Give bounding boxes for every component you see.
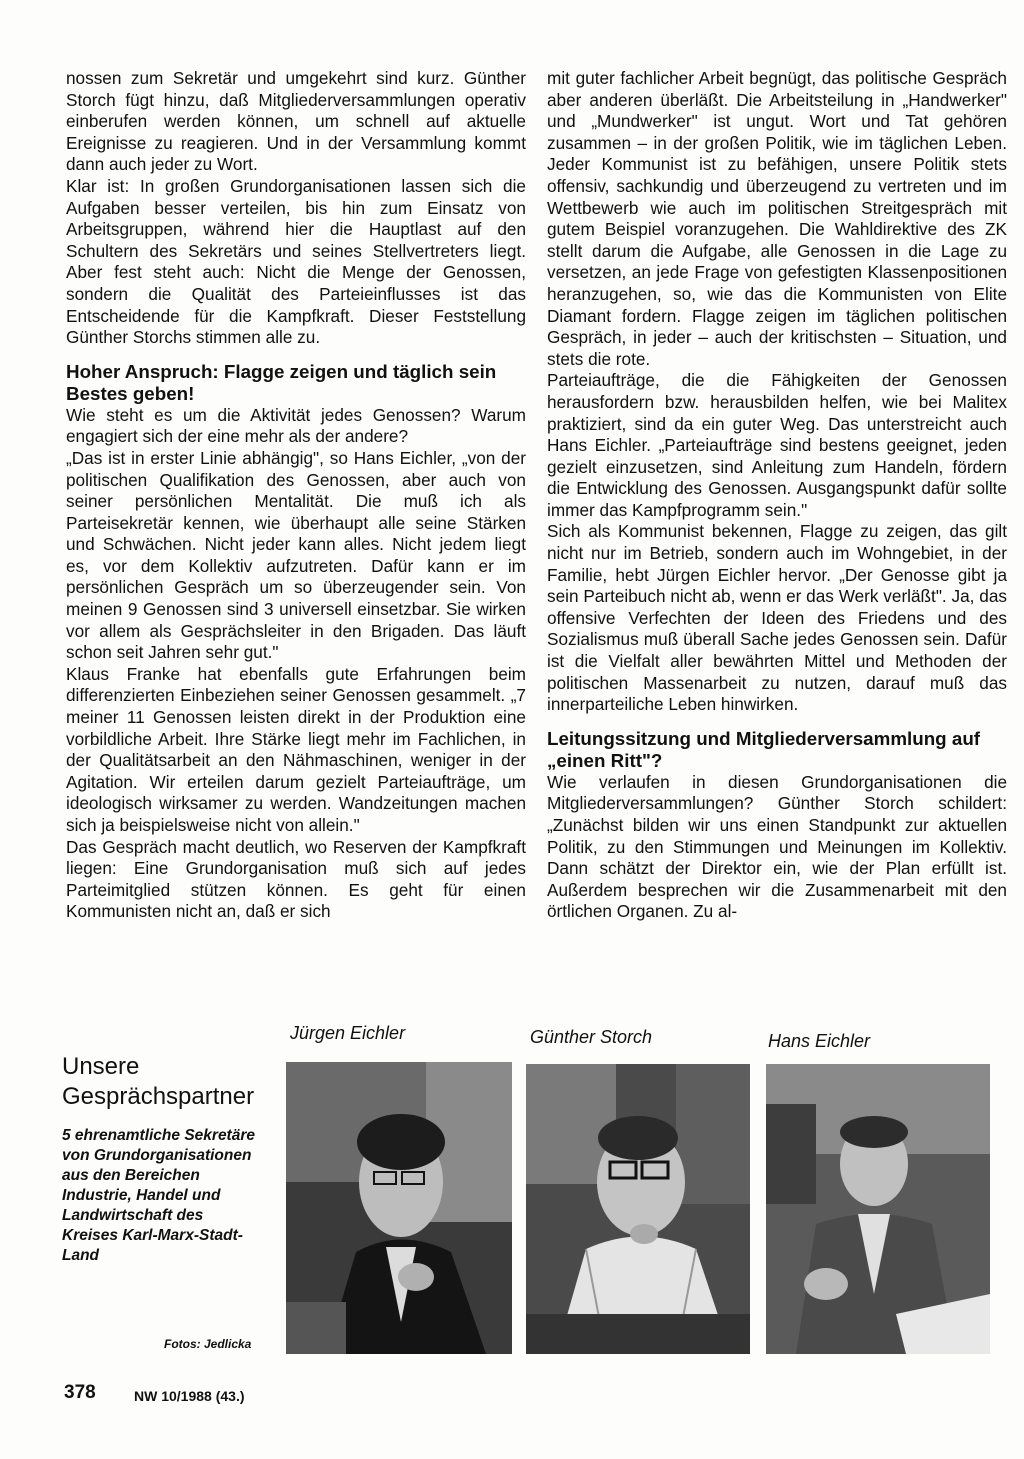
photo-caption-juergen-eichler: Jürgen Eichler [290, 1023, 406, 1043]
paragraph: nossen zum Sekretär und umgekehrt sind kurz. Günther Storch fügt hinzu, daß Mitgliederversammlungen operativ einberufen werden können, um schnell auf aktuelle Ereignisse zu reagieren. Und in der Versammlung kommt dann auch jeder zu Wort. [66, 68, 526, 175]
left-column [66, 68, 526, 923]
photo-caption-hans-eichler: Hans Eichler [768, 1031, 871, 1051]
paragraph: Klaus Franke hat ebenfalls gute Erfahrungen beim differenzierten Einbeziehen seiner Genossen gesammelt. „7 meiner 11 Genossen leisten direkt in der Produktion eine vorbildliche Arbeit. Ihre Stärke liegt mehr im Fachlichen, in der Qualitätsarbeit an den Nähmaschinen, weniger in der Agitation. Wir erteilen darum gezielt Parteiaufträge, um ideologisch wirksamer zu werden. Wandzeitungen machen sich ja beispielsweise nicht von allein." [66, 663, 526, 835]
paragraph: „Das ist in erster Linie abhängig", so Hans Eichler, „von der politischen Qualifikation des Genossen, aber auch von seiner persönlichen Mentalität. Die muß ich als Parteisekretär kennen, wie überhaupt alle seine Stärken und Schwächen. Nicht jeder kann alles. Nicht jedem liegt es, vor dem Kollektiv aufzutreten. Dafür kann er im persönlichen Gespräch um so überzeugender sein. Von meinen 9 Genossen sind 3 universell einsetzbar. Sie wirken vor allem als Gesprächsleiter in den Brigaden. Das läuft schon seit Jahren sehr gut." [66, 447, 526, 663]
photo-juergen-eichler [286, 1062, 512, 1354]
publication-source: NW 10/1988 (43.) [134, 1388, 245, 1404]
photo-caption-guenther-storch: Günther Storch [530, 1027, 653, 1047]
paragraph: Parteiaufträge, die die Fähigkeiten der Genossen herausfordern bzw. herausbilden helfen, wie bei Malitex praktiziert, sind da ein guter Weg. Das unterstreicht auch Hans Eichler. „Parteiaufträge sind bestens geeignet, jeden gezielt einzusetzen, sind Anleitung zum Handeln, fördern die Entwicklung des Genossen. Ausgangspunkt dafür sollte immer das Kampfprogramm sein." [547, 370, 1007, 520]
sidebar-title-line1: Unsere [62, 1053, 140, 1080]
paragraph: Klar ist: In großen Grundorganisationen lassen sich die Aufgaben besser verteilen, bis hin zum Einsatz von Arbeitsgruppen, während hier die Hauptlast auf den Schultern des Sekretärs und seines Stellvertreters liegt. Aber fest steht auch: Nicht die Menge der Genossen, sondern die Qualität des Parteieinflusses ist das Entscheidende für die Kampfkraft. Dieser Feststellung Günther Storchs stimmen alle zu. [66, 175, 526, 348]
section-heading: Leitungssitzung und Mitgliederversammlung auf „einen Ritt"? [547, 727, 981, 771]
sidebar-title-line2: Gesprächspartner [62, 1083, 255, 1110]
photo-hans-eichler [766, 1064, 990, 1354]
section-heading: Hoher Anspruch: Flagge zeigen und täglich sein Bestes geben! [66, 360, 497, 404]
photo-guenther-storch [526, 1064, 750, 1354]
paragraph: Wie verlaufen in diesen Grundorganisationen die Mitgliederversammlungen? Günther Storch schildert: „Zunächst bilden wir uns einen Standpunkt zur aktuellen Politik, zu den Stimmungen und Meinungen im Kollektiv. Dann schätzt der Direktor ein, wie der Plan erfüllt ist. Außerdem besprechen wir die Zusammenarbeit mit den örtlichen Organen. Zu al- [547, 771, 1007, 922]
paragraph: Wie steht es um die Aktivität jedes Genossen? Warum engagiert sich der eine mehr als der andere? [66, 404, 526, 447]
sidebar-description: 5 ehrenamtliche Sekretäre von Grundorganisationen aus den Bereichen Industrie, Handel und Landwirtschaft des Kreises Karl-Marx-Stadt-Land [62, 1127, 255, 1264]
paragraph: Das Gespräch macht deutlich, wo Reserven der Kampfkraft liegen: Eine Grundorganisation muß sich auf jedes Parteimitglied stützen können. Es geht für einen Kommunisten nicht an, daß er sich [66, 836, 526, 922]
page-number: 378 [64, 1382, 96, 1403]
photo-credit: Fotos: Jedlicka [164, 1337, 252, 1351]
paragraph: mit guter fachlicher Arbeit begnügt, das politische Gespräch aber anderen überläßt. Die Arbeitsteilung in „Handwerker" und „Mundwerker" ist ungut. Wort und Tat gehören zusammen – in der großen Politik, wie im täglichen Leben. Jeder Kommunist ist zu befähigen, unsere Politik stets offensiv, sachkundig und überzeugend zu vertreten und im Wettbewerb wie auch im politischen Streitgespräch mit gutem Beispiel voranzugehen. Die Wahldirektive des ZK stellt darum die Aufgabe, alle Genossen in die Lage zu versetzen, an jede Frage von gefestigten Klassenpositionen heranzugehen, so, wie das die Kommunisten von Elite Diamant fordern. Flagge zeigen im täglichen politischen Gespräch, in jeder – auch der kritischsten – Situation, und stets die rote. [547, 68, 1007, 369]
sidebar-title [62, 1052, 254, 1112]
paragraph: Sich als Kommunist bekennen, Flagge zu zeigen, das gilt nicht nur im Betrieb, sondern auch im Wohngebiet, in der Familie, hebt Jürgen Eichler hervor. „Der Genosse gibt ja sein Parteibuch nicht ab, wenn er das Werk verläßt". Ja, das offensive Verfechten der Ideen des Friedens und des Sozialismus muß überall Sache jedes Genossen sein. Dafür ist die Vielfalt aller bewährten Mittel und Methoden der politischen Massenarbeit zu nutzen, darauf muß das innerparteiliche Leben hinwirken. [547, 521, 1007, 715]
right-column [547, 68, 1007, 923]
